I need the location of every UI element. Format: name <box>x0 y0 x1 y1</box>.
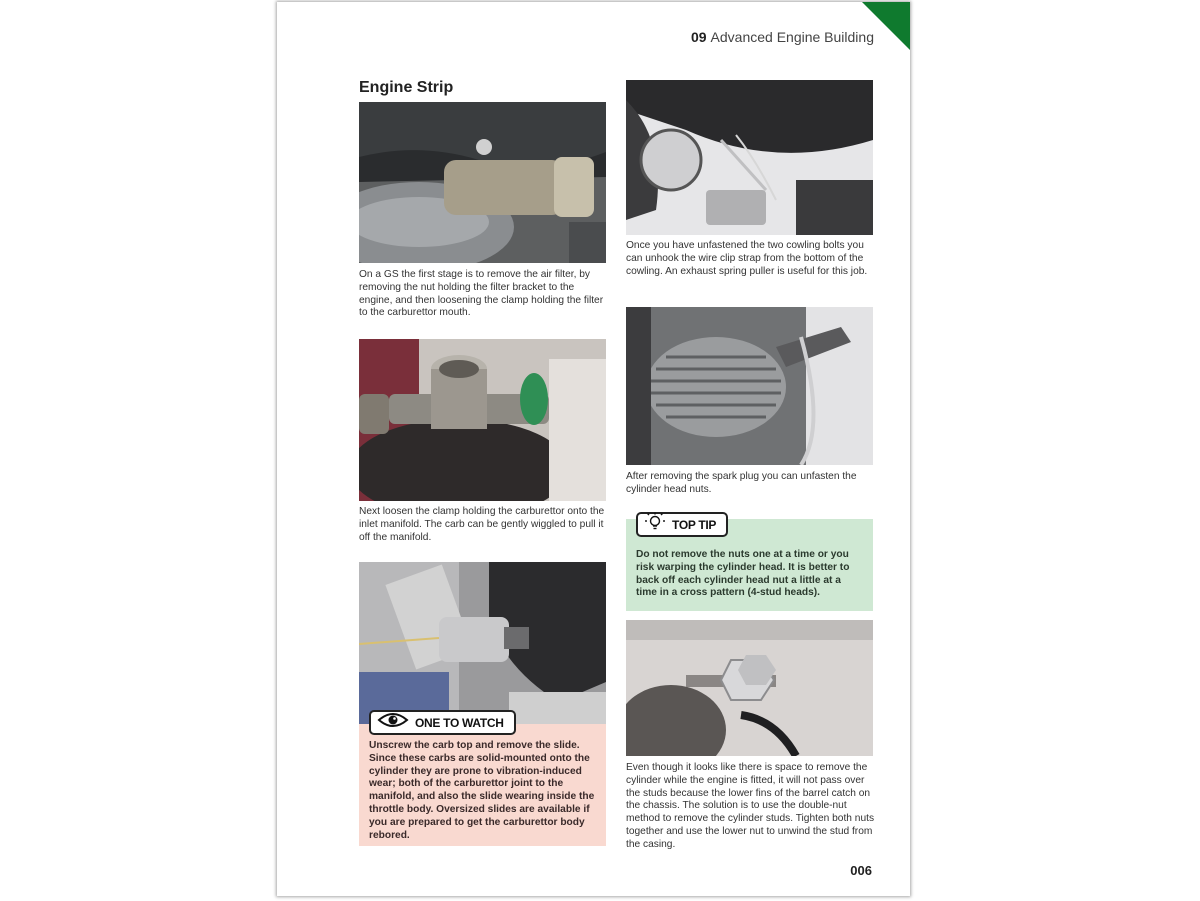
photo-cowling <box>626 80 873 235</box>
caption-cylinder-studs: Even though it looks like there is space to remove the cylinder while the engine is fitted, it will not pass over the studs because the lower fins of the barrel catch on the chassis. The solution is to use the double-nut method to remove the cylinder studs. Tighten both nuts together and use the lower nut to unwind the stud from the casing. <box>626 762 875 850</box>
section-title: Engine Strip <box>359 79 454 96</box>
running-head <box>691 29 874 45</box>
one-to-watch-badge <box>369 710 516 735</box>
caption-head-nuts: After removing the spark plug you can unfasten the cylinder head nuts. <box>626 471 857 495</box>
caption-air-filter: On a GS the first stage is to remove the air filter, by removing the nut holding the filter bracket to the engine, and then loosening the clamp holding the filter to the carburettor mouth. <box>359 269 604 319</box>
magazine-page <box>277 2 910 896</box>
one-to-watch-box <box>359 724 606 846</box>
caption-carb-clamp: Next loosen the clamp holding the carburettor onto the inlet manifold. The carb can be gently wiggled to pull it off the manifold. <box>359 506 605 543</box>
eye-icon <box>377 712 409 733</box>
one-to-watch-label: ONE TO WATCH <box>415 715 504 730</box>
photo-carb-slide <box>359 562 606 724</box>
photo-air-filter <box>359 102 606 263</box>
photo-carb-clamp <box>359 339 606 501</box>
page-number: 006 <box>850 863 872 878</box>
top-tip-label: TOP TIP <box>672 517 717 532</box>
chapter-title: Advanced Engine Building <box>710 29 874 45</box>
photo-cylinder-studs <box>626 620 873 756</box>
top-tip-badge <box>636 512 728 537</box>
photo-head-nuts <box>626 307 873 465</box>
caption-cowling: Once you have unfastened the two cowling bolts you can unhook the wire clip strap from the bottom of the cowling. An exhaust spring puller is useful for this job. <box>626 240 868 277</box>
top-tip-text: Do not remove the nuts one at a time or you risk warping the cylinder head. It is better to back off each cylinder head nut a little at a time in a cross pattern (4-stud heads). <box>636 549 850 599</box>
one-to-watch-text: Unscrew the carb top and remove the slide. Since these carbs are solid-mounted onto the cylinder they are prone to vibration-induced wear; both of the carburettor joint to the manifold, and also the slide wearing inside the throttle body. Oversized slides are available if you are prepared to get the carburettor body rebored. <box>369 740 595 841</box>
lightbulb-icon <box>644 512 666 537</box>
chapter-number: 09 <box>690 29 707 45</box>
